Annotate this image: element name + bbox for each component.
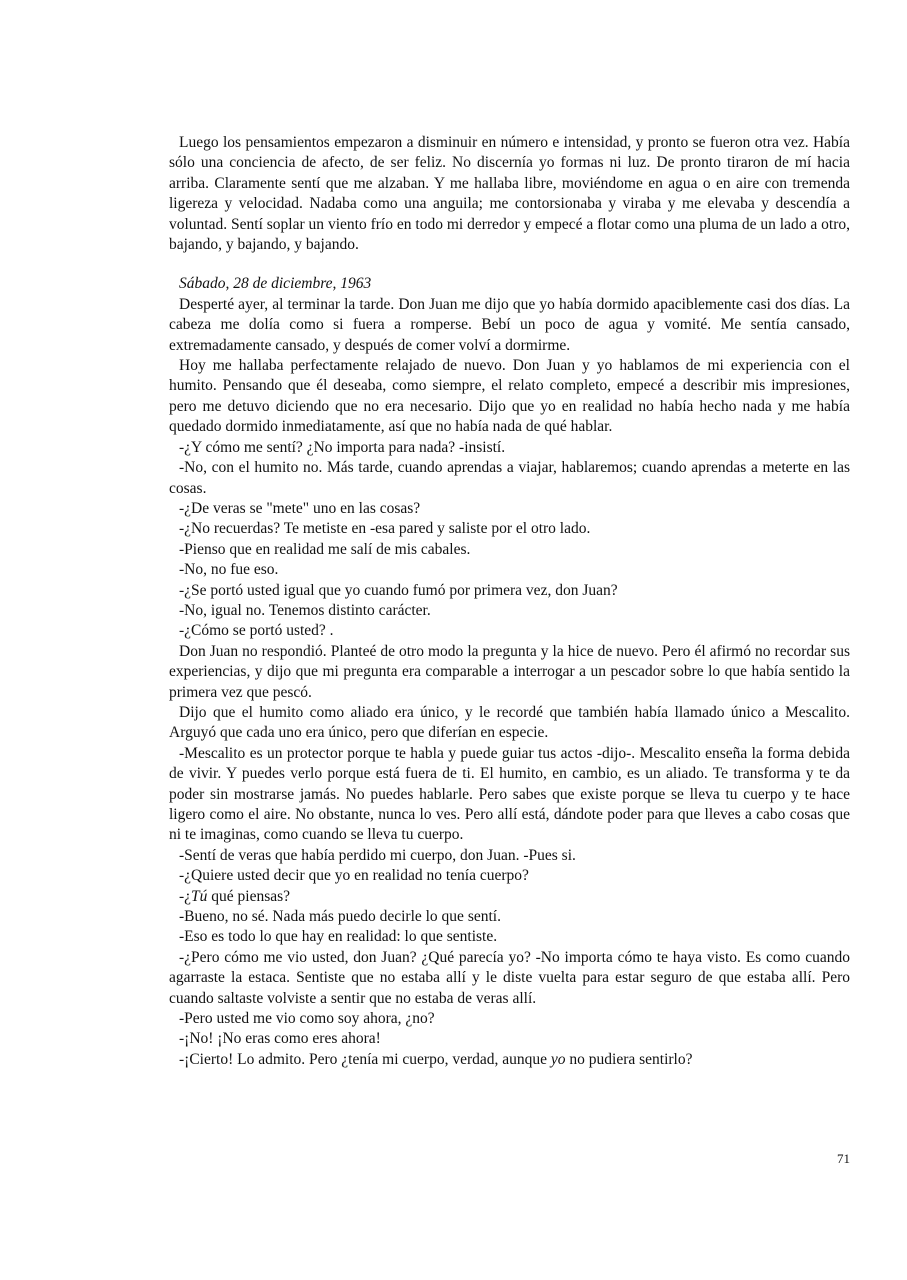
paragraph: -¡No! ¡No eras como eres ahora! xyxy=(179,1030,381,1048)
page-number: 71 xyxy=(837,1151,850,1166)
paragraph: -No, no fue eso. xyxy=(179,561,279,579)
paragraph: -¿Y cómo me sentí? ¿No importa para nada? -insistí. xyxy=(179,438,506,456)
paragraph: -¿De veras se "mete" uno en las cosas? xyxy=(179,499,421,517)
paragraph: -¿Se portó usted igual que yo cuando fumó por primera vez, don Juan? xyxy=(179,581,618,599)
paragraph-list xyxy=(169,295,850,1070)
paragraph: Dijo que el humito como aliado era único, y le recordé que también había llamado único a Mescalito. Arguyó que cada uno era único, pero que diferían en especie. xyxy=(169,703,850,742)
paragraph xyxy=(169,1050,850,1070)
paragraph: -¿Quiere usted decir que yo en realidad no tenía cuerpo? xyxy=(179,867,529,885)
paragraph: -¿Cómo se portó usted? . xyxy=(179,622,334,640)
emphasis-text: yo xyxy=(550,1050,566,1068)
emphasis-text: Tú xyxy=(191,887,208,905)
paragraph: -Pero usted me vio como soy ahora, ¿no? xyxy=(179,1010,435,1028)
paragraph: -No, con el humito no. Más tarde, cuando aprendas a viajar, hablaremos; cuando aprendas a meterte en las cosas. xyxy=(169,459,850,497)
paragraph-text: no pudiera sentirlo? xyxy=(565,1050,693,1068)
paragraph-text: -¡Cierto! Lo admito. Pero ¿tenía mi cuerpo, verdad, aunque xyxy=(179,1050,551,1068)
paragraph: -¿No recuerdas? Te metiste en -esa pared y saliste por el otro lado. xyxy=(179,520,591,538)
body-text xyxy=(169,133,850,1070)
paragraph-text: -¿ xyxy=(179,887,192,905)
paragraph: -Eso es todo lo que hay en realidad: lo que sentiste. xyxy=(179,928,498,946)
paragraph: Luego los pensamientos empezaron a disminuir en número e intensidad, y pronto se fueron otra vez. Había sólo una conciencia de afecto, de ser feliz. No discernía yo formas ni luz. De pronto tiraron de mí hacia arriba. Claramente sentí que me alzaban. Y me hallaba libre, moviéndome en agua o en aire con tremenda ligereza y velocidad. Nadaba como una anguila; me contorsionaba y viraba y me elevaba y descendía a voluntad. Sentí soplar un viento frío en todo mi derredor y empecé a flotar como una pluma de un lado a otro, bajando, y bajando, y bajando. xyxy=(169,134,850,254)
paragraph: -Sentí de veras que había perdido mi cuerpo, don Juan. -Pues si. xyxy=(179,846,576,864)
paragraph: Don Juan no respondió. Planteé de otro modo la pregunta y la hice de nuevo. Pero él afirmó no recordar sus experiencias, y dijo que mi pregunta era comparable a interrogar a un pescador sobre lo que había sentido la primera vez que pescó. xyxy=(169,642,850,701)
paragraph: Desperté ayer, al terminar la tarde. Don Juan me dijo que yo había dormido apaciblemente casi dos días. La cabeza me dolía como si fuera a romperse. Bebí un poco de agua y vomité. Me sentía cansado, extremadamente cansado, y después de comer volví a dormirme. xyxy=(169,295,850,354)
paragraph xyxy=(169,887,850,907)
date-heading: Sábado, 28 de diciembre, 1963 xyxy=(179,275,372,293)
paragraph-text: qué piensas? xyxy=(207,887,291,905)
paragraph: -Pienso que en realidad me salí de mis cabales. xyxy=(179,540,471,558)
paragraph: -¿Pero cómo me vio usted, don Juan? ¿Qué parecía yo? -No importa cómo te haya visto. Es como cuando agarraste la estaca. Sentiste que no estaba allí y le diste vuelta para estar seguro de que estaba allí. Pero cuando saltaste volviste a sentir que no estaba de veras allí. xyxy=(169,948,850,1007)
paragraph: -Mescalito es un protector porque te habla y puede guiar tus actos -dijo-. Mescalito enseña la forma debida de vivir. Y puedes verlo porque está fuera de ti. El humito, en cambio, es un aliado. Te transforma y te da poder sin mostrarse jamás. No puedes hablarle. Pero sabes que existe porque se lleva tu cuerpo y te hace ligero como el aire. No obstante, nunca lo ves. Pero allí está, dándote poder para que lleves a cabo cosas que ni te imaginas, como cuando se lleva tu cuerpo. xyxy=(169,744,850,844)
paragraph: -Bueno, no sé. Nada más puedo decirle lo que sentí. xyxy=(179,908,501,926)
paragraph: Hoy me hallaba perfectamente relajado de nuevo. Don Juan y yo hablamos de mi experiencia con el humito. Pensando que él deseaba, como siempre, el relato completo, empecé a describir mis impresiones, pero me detuvo diciendo que no era necesario. Dijo que yo en realidad no había hecho nada y me había quedado dormido inmediatamente, así que no había nada de qué hablar. xyxy=(169,357,850,436)
paragraph: -No, igual no. Tenemos distinto carácter. xyxy=(179,601,431,619)
